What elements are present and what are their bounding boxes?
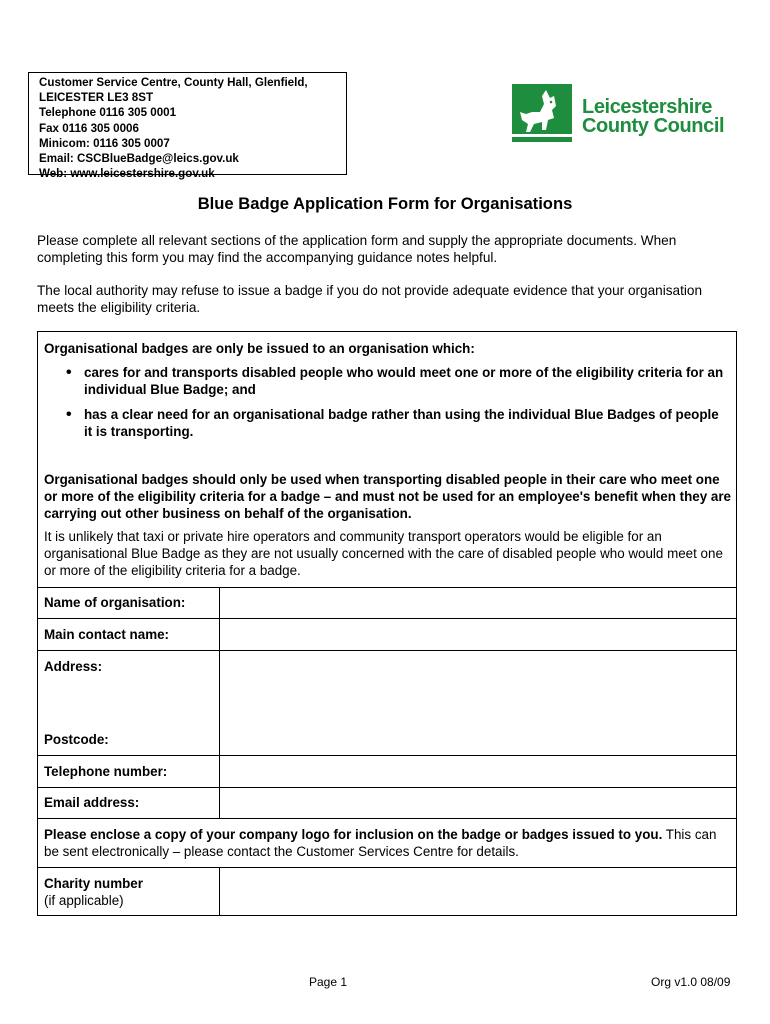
contact-city-line: LEICESTER LE3 8ST — [39, 91, 154, 105]
page-number: Page 1 — [309, 975, 348, 989]
application-form-box — [37, 331, 737, 916]
contact-email: Email: CSCBlueBadge@leics.gov.uk — [39, 152, 239, 166]
table-column-divider — [219, 587, 220, 818]
council-name — [582, 98, 724, 136]
table-divider — [38, 650, 736, 651]
eligibility-bullet-1: cares for and transports disabled people who would meet one or more of the eligibility criteria for an individual Blue Badge; and — [84, 365, 724, 397]
charity-number-label: Charity number — [44, 876, 143, 891]
telephone-field[interactable] — [223, 761, 732, 785]
taxi-note: It is unlikely that taxi or private hire operators and community transport operators would be eligible for an organisational Blue Badge as they are not usually concerned with the care of disabled people who would meet one or more of the eligibility criteria for a badge. — [44, 529, 723, 578]
council-name-line2: County Council — [582, 115, 725, 137]
bullet-icon: • — [66, 364, 72, 381]
contact-details-box — [28, 72, 347, 181]
contact-address-line: Customer Service Centre, County Hall, Glenfield, — [39, 76, 308, 89]
contact-telephone: Telephone 0116 305 0001 — [39, 106, 177, 120]
intro-paragraph-1: Please complete all relevant sections of the application form and supply the appropriate documents. When completing this form you may find the accompanying guidance notes helpful. — [37, 233, 677, 265]
usage-note: Organisational badges should only be used when transporting disabled people in their care who meet one or more of the eligibility criteria for a badge – and must not be used for an employee's benefit when they are carrying out other business on behalf of the organisation. — [44, 472, 731, 521]
address-field[interactable] — [223, 656, 732, 724]
table-divider — [38, 787, 736, 788]
contact-fax: Fax 0116 305 0006 — [39, 121, 139, 135]
table-column-divider — [219, 867, 220, 916]
intro-paragraph-2: The local authority may refuse to issue a badge if you do not provide adequate evidence that your organisation meets the eligibility criteria. — [37, 283, 703, 315]
council-logo — [512, 84, 736, 142]
logo-note-bold: Please enclose a copy of your company logo for inclusion on the badge or badges issued to you. — [44, 827, 663, 842]
contact-name-label: Main contact name: — [44, 627, 170, 642]
table-divider — [38, 867, 736, 868]
table-divider — [38, 587, 736, 588]
council-name-line1: Leicestershire — [582, 96, 713, 118]
eligibility-bullet-2: has a clear need for an organisational badge rather than using the individual Blue Badges of people it is transporting. — [84, 407, 719, 439]
email-field[interactable] — [223, 792, 732, 816]
logo-note-normal: This can be sent electronically – please contact the Customer Services Centre for details. — [44, 827, 717, 859]
contact-web: Web: www.leicestershire.gov.uk — [39, 167, 215, 181]
address-label: Address: — [44, 659, 103, 674]
page-title: Blue Badge Application Form for Organisations — [197, 194, 573, 213]
email-label: Email address: — [44, 795, 140, 810]
fox-emblem-icon — [512, 84, 572, 142]
logo-note — [44, 826, 732, 860]
charity-number-field[interactable] — [223, 880, 732, 906]
form-version: Org v1.0 08/09 — [651, 975, 731, 989]
contact-name-field[interactable] — [223, 624, 732, 648]
charity-number-sublabel: (if applicable) — [44, 893, 124, 908]
organisation-name-field[interactable] — [223, 592, 732, 616]
table-divider — [38, 818, 736, 819]
telephone-label: Telephone number: — [44, 764, 168, 779]
bullet-icon: • — [66, 406, 72, 423]
postcode-field[interactable] — [223, 728, 732, 752]
eligibility-heading: Organisational badges are only be issued to an organisation which: — [44, 341, 475, 356]
table-divider — [38, 755, 736, 756]
organisation-name-label: Name of organisation: — [44, 595, 186, 610]
postcode-label: Postcode: — [44, 732, 109, 747]
table-divider — [38, 618, 736, 619]
contact-minicom: Minicom: 0116 305 0007 — [39, 136, 170, 150]
